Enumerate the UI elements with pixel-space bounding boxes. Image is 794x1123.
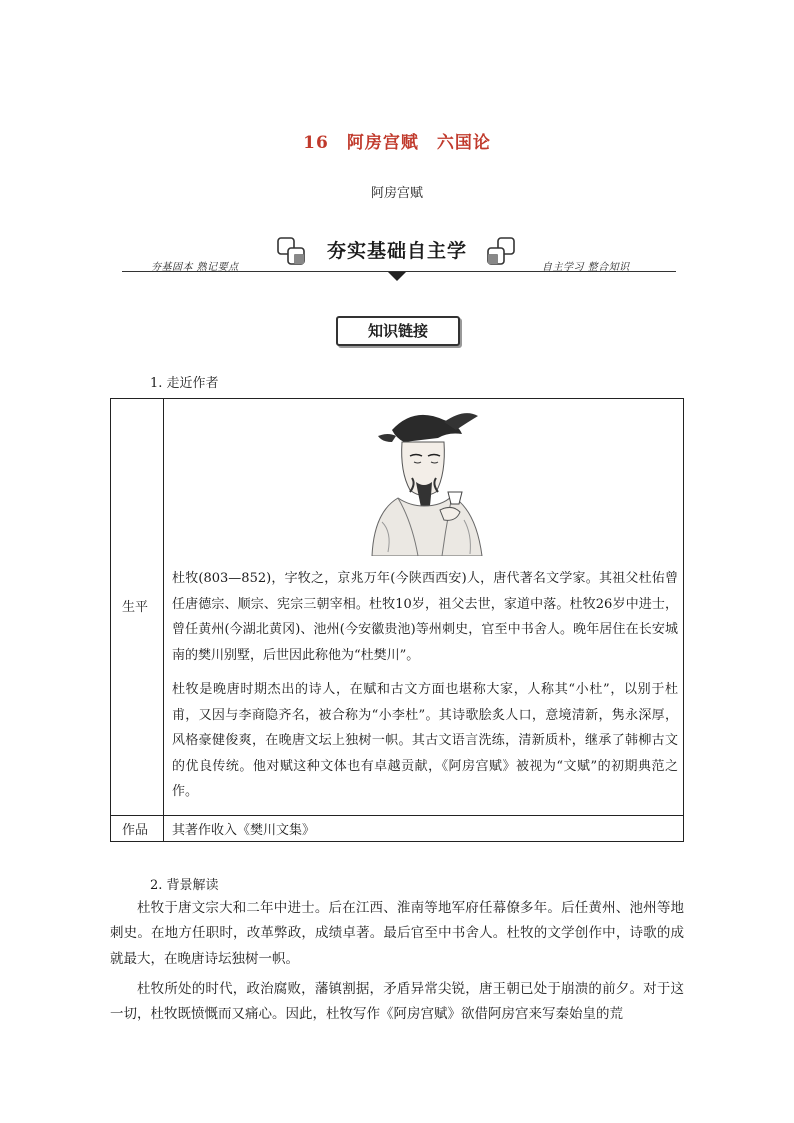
lesson-number: 16 — [303, 133, 329, 153]
table-column-divider — [163, 398, 164, 842]
section2-heading: 2. 背景解读 — [150, 878, 219, 893]
title-part-a: 阿房宫赋 — [346, 133, 419, 153]
bio-paragraph-2: 杜牧是晚唐时期杰出的诗人，在赋和古文方面也堪称大家，人称其“小杜”，以别于杜甫，又因与李商隐齐名，被合称为“小李杜”。其诗歌脍炙人口，意境清新，隽永深厚，风格豪健俊爽，在晚唐文坛上独树一帜。其古文语言洗练，清新质朴，继承了韩柳古文的优良传统。他对赋这种文体也有卓越贡献，《阿房宫赋》被视为“文赋”的初期典范之作。 — [172, 682, 678, 800]
banner-left-text: 夯基固本 熟记要点 — [151, 262, 239, 273]
du-mu-portrait — [352, 402, 488, 556]
bio-paragraph-1: 杜牧(803—852)，字牧之，京兆万年(今陕西西安)人，唐代著名文学家。其祖父杜佑曾任唐德宗、顺宗、宪宗三朝宰相。杜牧10岁，祖父去世，家道中落。杜牧26岁中进士，曾任黄州(今湖北黄冈)、池州(今安徽贵池)等州刺史，官至中书舍人。晚年居住在长安城南的樊川别墅，后世因此称他为“杜樊川”。 — [172, 571, 678, 663]
banner-pointer-icon — [388, 272, 406, 281]
banner-right-text: 自主学习 整合知识 — [542, 262, 630, 273]
table-label-life: 生平 — [122, 600, 149, 615]
background-paragraph-2: 杜牧所处的时代，政治腐败，藩镇割据，矛盾异常尖锐，唐王朝已处于崩溃的前夕。对于这一切，杜牧既愤慨而又痛心。因此，杜牧写作《阿房宫赋》欲借阿房宫来写秦始皇的荒 — [110, 981, 684, 1023]
title-part-b: 六国论 — [436, 133, 491, 153]
page-title — [0, 128, 794, 153]
banner-title: 夯实基础自主学 — [326, 240, 467, 262]
works-text: 其著作收入《樊川文集》 — [172, 823, 316, 838]
banner-left-ornament-icon — [276, 236, 310, 270]
section1-heading: 1. 走近作者 — [150, 376, 219, 391]
page-subtitle: 阿房宫赋 — [370, 186, 423, 201]
banner-right-ornament-icon — [484, 236, 518, 270]
table-label-works: 作品 — [122, 823, 149, 838]
background-paragraph-1: 杜牧于唐文宗大和二年中进士。后在江西、淮南等地军府任幕僚多年。后任黄州、池州等地刺史。在地方任职时，改革弊政，成绩卓著。最后官至中书舍人。杜牧的文学创作中，诗歌的成就最大，在晚唐诗坛独树一帜。 — [110, 900, 684, 967]
knowledge-link-box: 知识链接 — [336, 316, 460, 346]
table-row-divider — [110, 815, 684, 816]
